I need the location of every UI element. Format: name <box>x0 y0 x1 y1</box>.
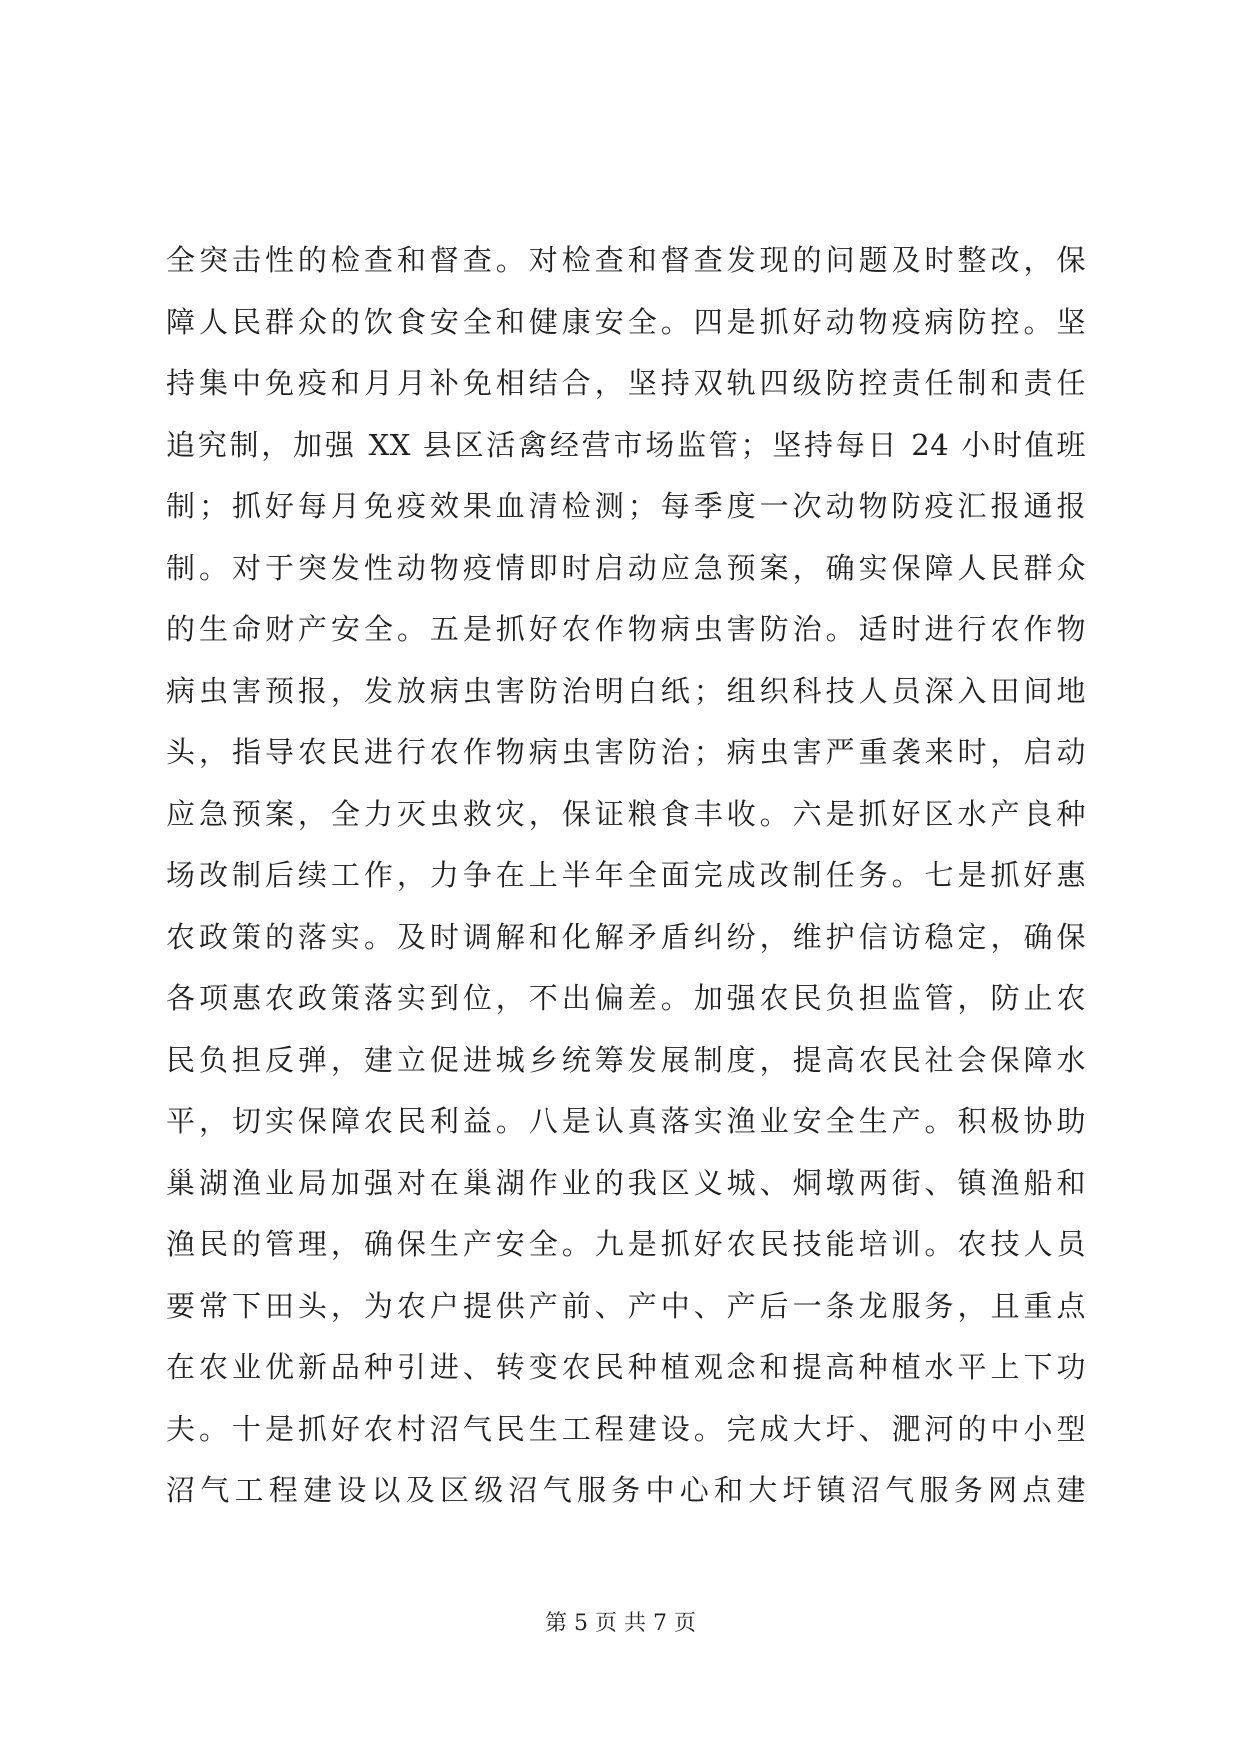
body-text <box>166 230 1086 1522</box>
text-line: 巢湖渔业局加强对在巢湖作业的我区义城、烔墩两街、镇渔船和 <box>166 1165 1086 1200</box>
text-line: 应急预案，全力灭虫救灾，保证粮食丰收。六是抓好区水产良种 <box>166 796 1086 831</box>
text-line: 场改制后续工作，力争在上半年全面完成改制任务。七是抓好惠 <box>166 858 1086 892</box>
text-line: 全突击性的检查和督查。对检查和督查发现的问题及时整改，保 <box>166 243 1086 277</box>
text-line: 制。对于突发性动物疫情即时启动应急预案，确实保障人民群众 <box>166 550 1086 585</box>
text-line: 渔民的管理，确保生产安全。九是抓好农民技能培训。农技人员 <box>166 1227 1086 1261</box>
text-line: 农政策的落实。及时调解和化解矛盾纠纷，维护信访稳定，确保 <box>166 919 1086 954</box>
text-line: 在农业优新品种引进、转变农民种植观念和提高种植水平上下功 <box>166 1350 1086 1384</box>
page-number-footer: 第 5 页 共 7 页 <box>545 1611 696 1636</box>
text-line: 头，指导农民进行农作物病虫害防治；病虫害严重袭来时，启动 <box>166 735 1086 769</box>
text-line: 民负担反弹，建立促进城乡统筹发展制度，提高农民社会保障水 <box>166 1042 1086 1077</box>
text-line: 持集中免疫和月月补免相结合，坚持双轨四级防控责任制和责任 <box>166 366 1086 400</box>
text-line: 要常下田头，为农户提供产前、产中、产后一条龙服务，且重点 <box>166 1288 1086 1323</box>
text-line: 各项惠农政策落实到位，不出偏差。加强农民负担监管，防止农 <box>166 981 1086 1015</box>
text-line: 的生命财产安全。五是抓好农作物病虫害防治。适时进行农作物 <box>166 612 1086 646</box>
text-line: 夫。十是抓好农村沼气民生工程建设。完成大圩、淝河的中小型 <box>166 1411 1086 1446</box>
text-line: 障人民群众的饮食安全和健康安全。四是抓好动物疫病防控。坚 <box>166 304 1086 339</box>
text-line: 追究制，加强 XX 县区活禽经营市场监管；坚持每日 24 小时值班 <box>166 427 1086 462</box>
text-line: 沼气工程建设以及区级沼气服务中心和大圩镇沼气服务网点建 <box>166 1473 1086 1507</box>
text-line: 制；抓好每月免疫效果血清检测；每季度一次动物防疫汇报通报 <box>166 489 1086 523</box>
text-line: 病虫害预报，发放病虫害防治明白纸；组织科技人员深入田间地 <box>166 673 1086 708</box>
text-line: 平，切实保障农民利益。八是认真落实渔业安全生产。积极协助 <box>166 1104 1086 1138</box>
